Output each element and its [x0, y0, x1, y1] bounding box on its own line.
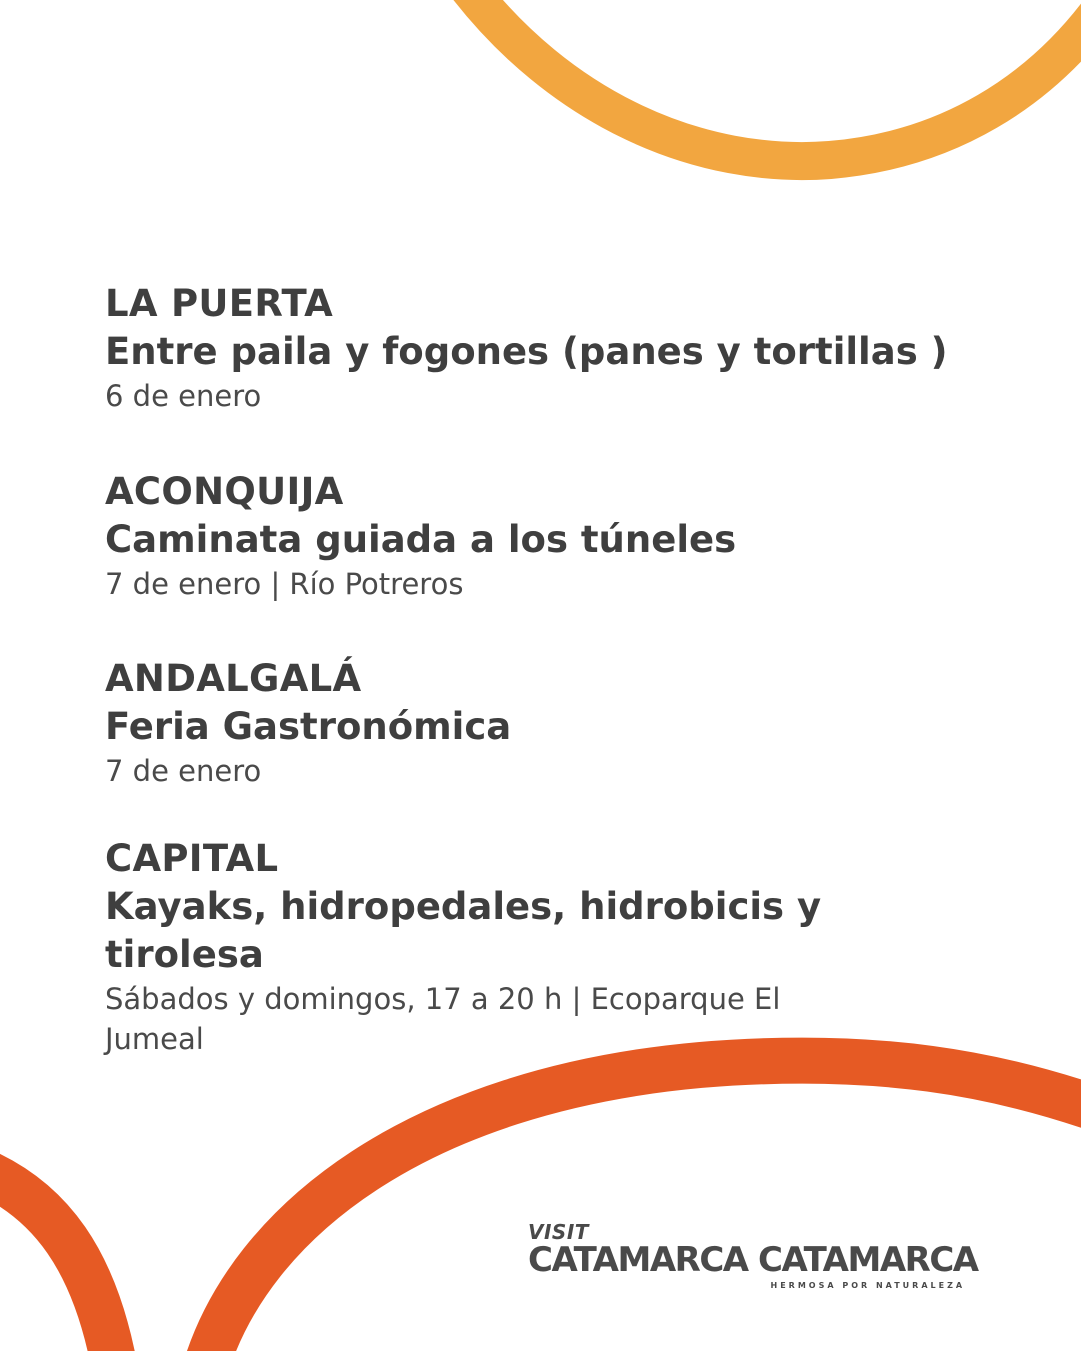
bottom-orange-arc [205, 1061, 1081, 1351]
event-title: Feria Gastronómica [105, 705, 512, 748]
event-detail: 6 de enero [105, 379, 262, 413]
event-detail: Sábados y domingos, 17 a 20 h | Ecoparque El Jumeal [105, 982, 781, 1056]
catamarca-logo [758, 1242, 978, 1292]
event-title: Entre paila y fogones (panes y tortillas ) [105, 330, 948, 373]
event-item [105, 468, 736, 604]
logo-catamarca-text: CATAMARCA [758, 1240, 978, 1280]
logo-tagline: HERMOSA POR NATURALEZA [770, 1281, 966, 1290]
event-title: Caminata guiada a los túneles [105, 518, 737, 561]
event-item [105, 655, 511, 791]
event-detail: 7 de enero [105, 754, 262, 788]
visit-catamarca-logo [528, 1222, 748, 1278]
event-place: ANDALGALÁ [105, 657, 362, 700]
bottom-left-orange-arc [0, 1170, 115, 1351]
event-detail: 7 de enero | Río Potreros [105, 567, 464, 601]
event-place: CAPITAL [105, 837, 279, 880]
event-item [105, 835, 885, 1059]
event-place: LA PUERTA [105, 282, 334, 325]
event-place: ACONQUIJA [105, 470, 344, 513]
event-title: Kayaks, hidropedales, hidrobicis y tirolesa [105, 885, 822, 976]
footer-logos [528, 1220, 978, 1302]
top-orange-arc [462, 0, 1081, 161]
logo-visit-catamarca-text: CATAMARCA [528, 1240, 748, 1280]
logo-visit-text: VISIT [528, 1220, 589, 1244]
event-item [105, 280, 948, 416]
